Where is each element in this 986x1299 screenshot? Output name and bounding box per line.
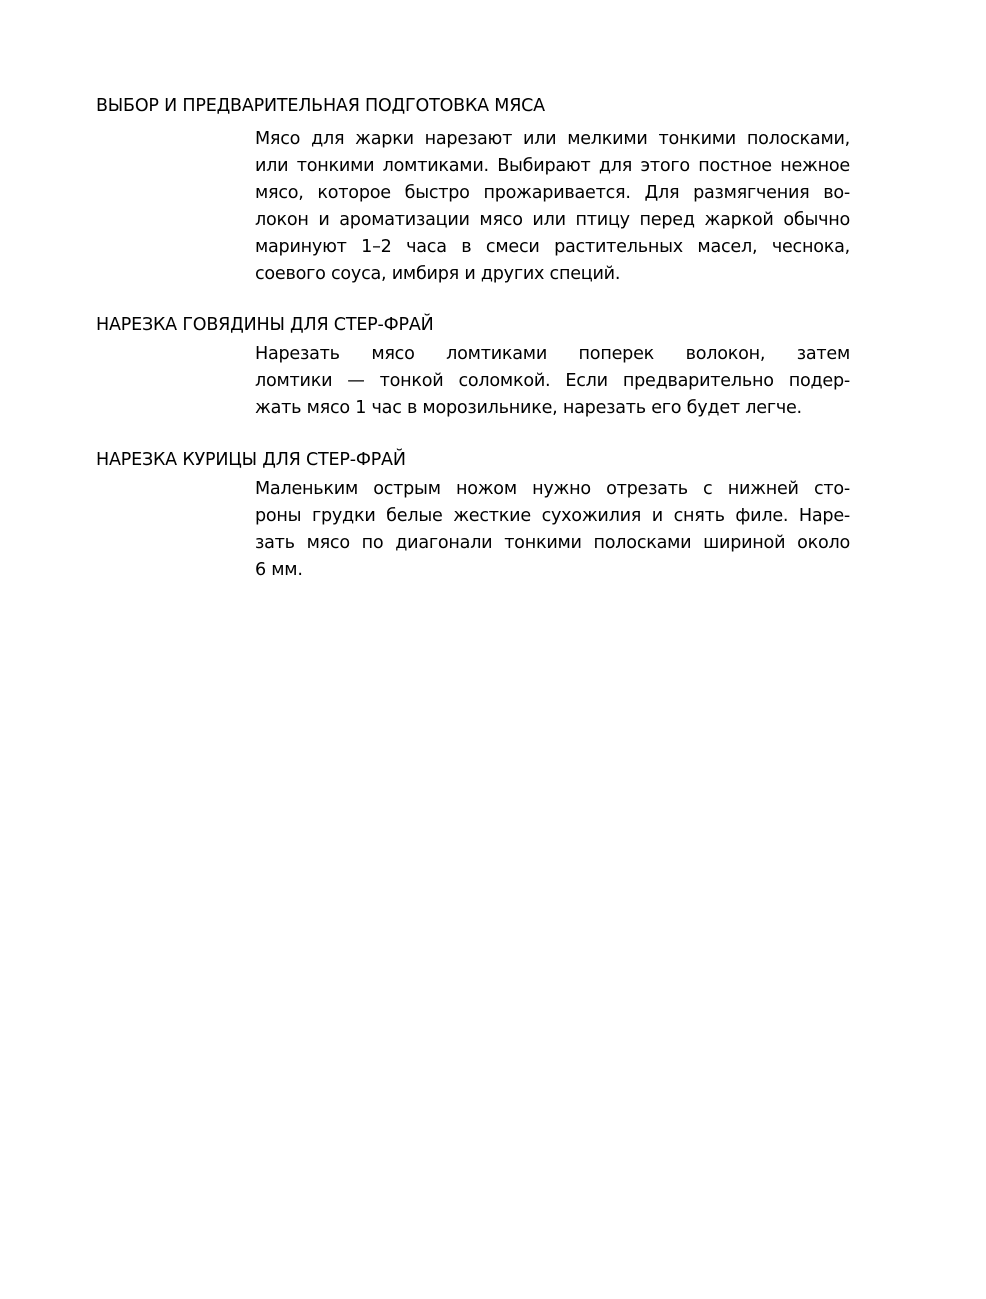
- paragraph-line: мясо, которое быстро прожаривается. Для размягчения во-: [255, 183, 850, 203]
- section-paragraph: [255, 476, 850, 584]
- section-meat-selection: [96, 95, 866, 288]
- section-heading: НАРЕЗКА КУРИЦЫ ДЛЯ СТЕР-ФРАЙ: [96, 450, 406, 470]
- paragraph-line: Нарезать мясо ломтиками поперек волокон, затем: [255, 344, 850, 364]
- paragraph-line: Маленьким острым ножом нужно отрезать с нижней сто-: [255, 479, 850, 499]
- section-paragraph: [255, 341, 850, 422]
- paragraph-line: соевого соуса, имбиря и других специй.: [255, 264, 621, 284]
- paragraph-line: жать мясо 1 час в морозильнике, нарезать его будет легче.: [255, 398, 802, 418]
- paragraph-line: роны грудки белые жесткие сухожилия и снять филе. Наре-: [255, 506, 850, 526]
- paragraph-line: локон и ароматизации мясо или птицу перед жаркой обычно: [255, 210, 850, 230]
- section-beef-cutting: [96, 314, 866, 422]
- section-chicken-cutting: [96, 449, 866, 584]
- paragraph-line: маринуют 1–2 часа в смеси растительных масел, чеснока,: [255, 237, 850, 257]
- paragraph-line: зать мясо по диагонали тонкими полосками шириной около: [255, 533, 850, 553]
- section-heading: НАРЕЗКА ГОВЯДИНЫ ДЛЯ СТЕР-ФРАЙ: [96, 315, 434, 335]
- paragraph-line: 6 мм.: [255, 560, 303, 580]
- paragraph-line: или тонкими ломтиками. Выбирают для этого постное нежное: [255, 156, 850, 176]
- section-paragraph: [255, 126, 850, 288]
- paragraph-line: Мясо для жарки нарезают или мелкими тонкими полосками,: [255, 129, 850, 149]
- section-heading: ВЫБОР И ПРЕДВАРИТЕЛЬНАЯ ПОДГОТОВКА МЯСА: [96, 96, 545, 116]
- paragraph-line: ломтики — тонкой соломкой. Если предварительно подер-: [255, 371, 850, 391]
